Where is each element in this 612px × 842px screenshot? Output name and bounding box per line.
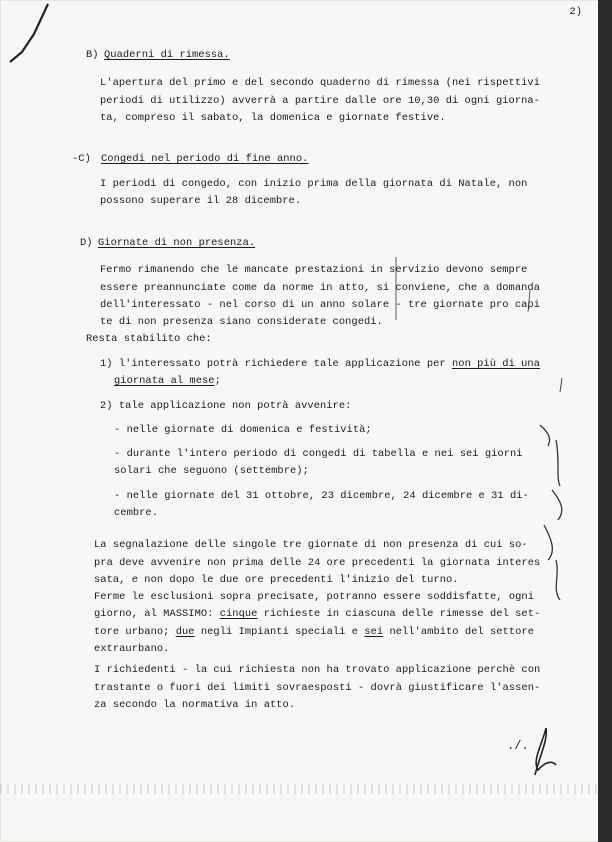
exclusions-line-4: extraurbano. bbox=[94, 643, 170, 655]
section-b-line-2: periodi di utilizzo) avverrà a partire dalle ore 10,30 di ogni giorna- bbox=[100, 95, 540, 107]
corner-stroke-mark bbox=[10, 4, 48, 62]
exclusions-l2-b: richieste in ciascuna delle rimesse del set- bbox=[257, 608, 541, 620]
bullet-1: - nelle giornate di domenica e festività; bbox=[114, 424, 372, 436]
section-d-letter: D) bbox=[80, 237, 93, 249]
pen-line-mark-3 bbox=[560, 378, 562, 392]
final-line-2: trastante o fuori dei limiti sovraesposti - dovrà giustificare l'assen- bbox=[94, 682, 541, 694]
bullet-3: - nelle giornate del 31 ottobre, 23 dicembre, 24 dicembre e 31 di- bbox=[114, 490, 529, 502]
section-c-heading: Congedi nel periodo di fine anno. bbox=[101, 153, 309, 165]
end-mark: ./. bbox=[507, 739, 529, 753]
section-d-intro-2: essere preannunciate come da norme in atto, si conviene, che a domanda bbox=[100, 282, 540, 294]
section-b-letter: B) bbox=[86, 49, 99, 61]
section-b-line-1: L'apertura del primo e del secondo quaderno di rimessa (nei rispettivi bbox=[100, 77, 540, 89]
page-number: 2) bbox=[569, 6, 582, 18]
signal-line-2: pra deve avvenire non prima delle 24 ore precedenti la giornata interes bbox=[94, 557, 541, 569]
item-1-prefix: 1) l'interessato potrà richiedere tale applicazione per bbox=[100, 358, 446, 370]
section-d-intro-3: dell'interessato - nel corso di un anno solare - tre giornate pro capi bbox=[100, 299, 540, 311]
section-c-line-2: possono superare il 28 dicembre. bbox=[100, 195, 302, 207]
exclusions-l2-a: giorno, al MASSIMO: bbox=[94, 608, 220, 620]
final-line-1: I richiedenti - la cui richiesta non ha trovato applicazione perchè con bbox=[94, 664, 541, 676]
exclusions-l3-b: negli Impianti speciali e bbox=[194, 626, 365, 638]
exclusions-line-1: Ferme le esclusioni sopra precisate, potranno essere soddisfatte, ogni bbox=[94, 591, 534, 603]
bullet-3-cont: cembre. bbox=[114, 507, 158, 519]
item-2: 2) tale applicazione non potrà avvenire: bbox=[100, 400, 352, 412]
exclusions-l3-due: due bbox=[175, 626, 195, 638]
signal-line-1: La segnalazione delle singole tre giornate di non presenza di cui so- bbox=[94, 539, 528, 551]
final-line-3: za secondo la normativa in atto. bbox=[94, 699, 296, 711]
exclusions-l3-a: tore urbano; bbox=[94, 626, 176, 638]
signature-initials-mark bbox=[535, 728, 556, 775]
section-d-established: Resta stabilito che: bbox=[86, 333, 212, 345]
section-d-heading: Giornate di non presenza. bbox=[98, 237, 256, 249]
section-d-intro-1: Fermo rimanendo che le mancate prestazioni in servizio devono sempre bbox=[100, 264, 528, 276]
exclusions-l3-c: nell'ambito del settore bbox=[383, 626, 535, 638]
item-1-underlined-a: non più di una bbox=[452, 358, 540, 370]
section-d-intro-4: te di non presenza siano considerate congedi. bbox=[100, 316, 383, 328]
scan-noise-strip bbox=[0, 784, 600, 794]
section-c-line-1: I periodi di congedo, con inizio prima della giornata di Natale, non bbox=[100, 178, 528, 190]
signal-line-3: sata, e non dopo le due ore precedenti l'inizio del turno. bbox=[94, 574, 459, 586]
item-1-end: ; bbox=[214, 375, 221, 387]
pen-line-mark-2 bbox=[528, 290, 530, 312]
section-c-letter: -C) bbox=[72, 153, 91, 165]
bullet-2-cont: solari che seguono (settembre); bbox=[114, 465, 309, 477]
section-b-heading: Quaderni di rimessa. bbox=[104, 49, 230, 61]
margin-signatures-mark bbox=[540, 425, 562, 600]
exclusions-l2-cinque: cinque bbox=[219, 608, 258, 620]
item-1-underlined-b: giornata al mese bbox=[114, 375, 215, 387]
bullet-2: - durante l'intero periodo di congedi di tabella e nei sei giorni bbox=[114, 448, 523, 460]
exclusions-l3-sei: sei bbox=[364, 626, 384, 638]
section-b-line-3: ta, compreso il sabato, la domenica e giornate festive. bbox=[100, 112, 446, 124]
